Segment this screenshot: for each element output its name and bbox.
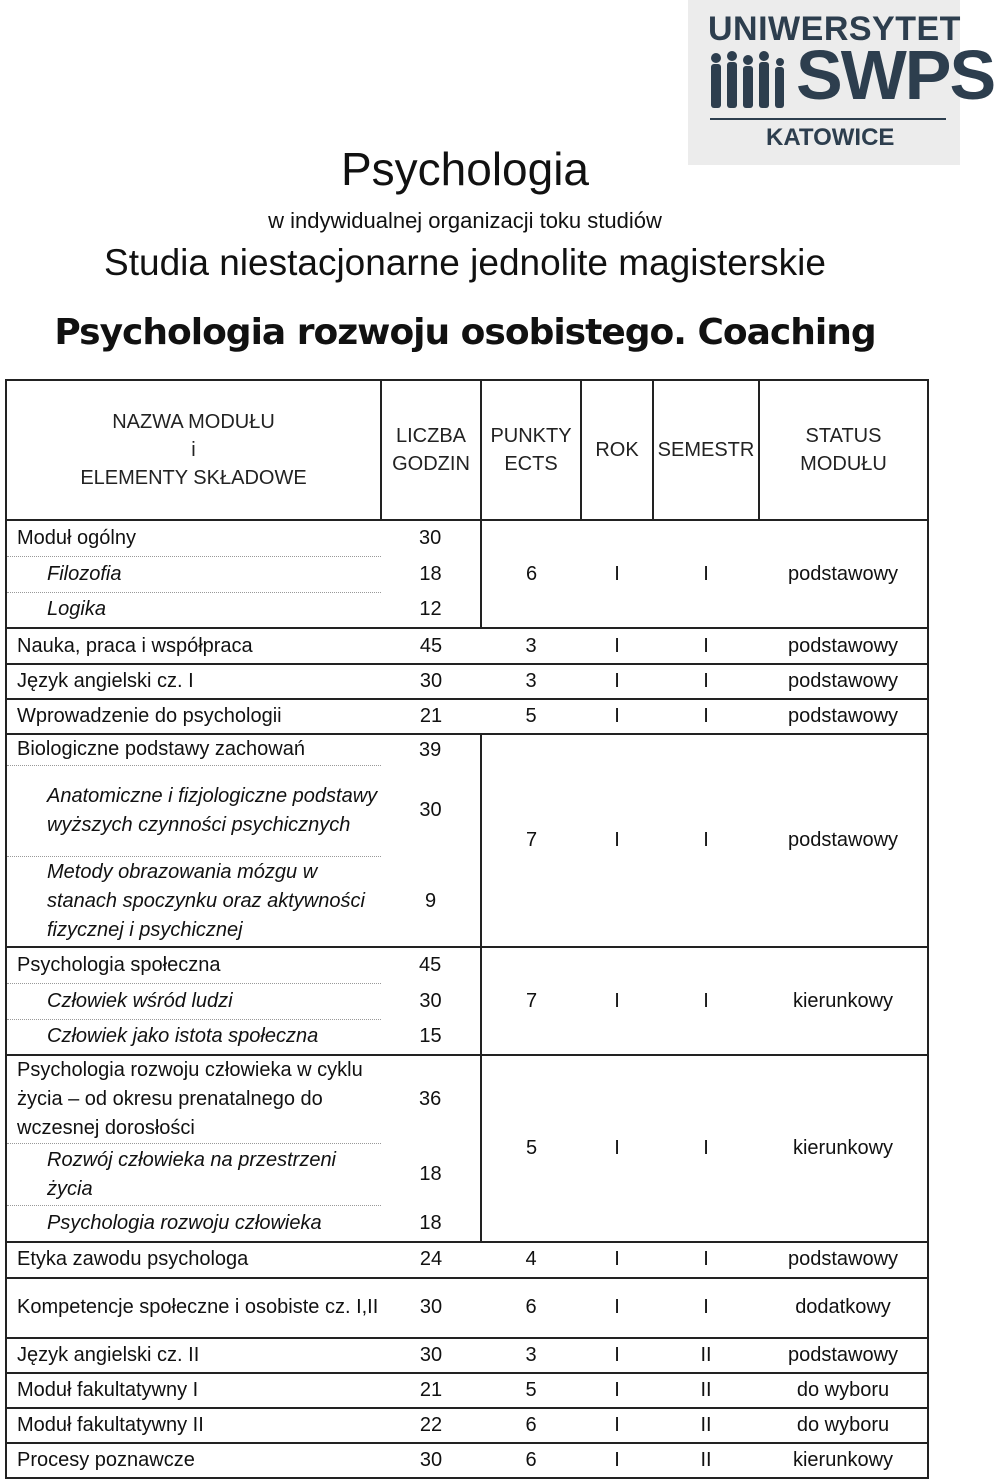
logo-line-2: SWPS [796, 36, 994, 114]
people-silhouette-icon [708, 48, 794, 110]
column-header-name [6, 380, 381, 520]
module-semester: II [653, 1443, 759, 1478]
module-year: I [581, 1338, 653, 1373]
column-header-year: ROK [581, 380, 653, 520]
submodule-name: Metody obrazowania mózgu w stanach spoczynku oraz aktywności fizycznej i psychicznej [6, 856, 381, 947]
module-ects: 5 [481, 1055, 581, 1242]
module-semester: I [653, 1242, 759, 1278]
module-name: Etyka zawodu psychologa [6, 1242, 381, 1278]
table-row [6, 699, 928, 734]
module-semester: I [653, 699, 759, 734]
module-semester: II [653, 1373, 759, 1408]
header-hours-line-1: LICZBA [395, 425, 467, 447]
column-header-ects [481, 380, 581, 520]
module-year: I [581, 947, 653, 1055]
module-hours: 21 [381, 699, 481, 734]
module-year: I [581, 1373, 653, 1408]
module-status: podstawowy [759, 734, 928, 947]
table-row [6, 1055, 928, 1144]
module-name: Biologiczne podstawy zachowań [6, 734, 381, 765]
header-hours-line-2: GODZIN [392, 453, 470, 475]
table-row [6, 520, 928, 556]
module-status: do wyboru [759, 1408, 928, 1443]
module-ects: 7 [481, 947, 581, 1055]
module-year: I [581, 1055, 653, 1242]
module-name: Procesy poznawcze [6, 1443, 381, 1478]
module-semester: I [653, 520, 759, 628]
module-year: I [581, 520, 653, 628]
submodule-name: Człowiek jako istota społeczna [6, 1019, 381, 1055]
module-semester: II [653, 1338, 759, 1373]
module-year: I [581, 1408, 653, 1443]
header-status-line-2: MODUŁU [800, 453, 887, 475]
module-ects: 4 [481, 1242, 581, 1278]
module-name: Psychologia rozwoju człowieka w cyklu życia – od okresu prenatalnego do wczesnej dorosłości [6, 1055, 381, 1144]
submodule-name: Człowiek wśród ludzi [6, 983, 381, 1019]
table-row [6, 664, 928, 699]
module-name: Wprowadzenie do psychologii [6, 699, 381, 734]
module-hours: 36 [381, 1055, 481, 1144]
table-row [6, 1278, 928, 1338]
submodule-hours: 30 [419, 799, 442, 821]
logo-divider [710, 118, 946, 120]
submodule-hours: 18 [419, 1163, 442, 1185]
module-status: kierunkowy [759, 947, 928, 1055]
table-row [6, 947, 928, 983]
curriculum-table [5, 379, 929, 1479]
module-ects: 6 [481, 520, 581, 628]
column-header-semester: SEMESTR [653, 380, 759, 520]
table-row [6, 1443, 928, 1478]
module-status: podstawowy [759, 628, 928, 664]
submodule-hours: 12 [419, 598, 442, 620]
header-status-line-1: STATUS [805, 425, 882, 447]
module-status: podstawowy [759, 664, 928, 699]
module-hours: 30 [381, 1338, 481, 1373]
module-hours: 30 [381, 1443, 481, 1478]
header-ects-line-1: PUNKTY [490, 425, 572, 447]
module-ects: 3 [481, 628, 581, 664]
module-year: I [581, 664, 653, 699]
header-name-line-2: i [191, 439, 196, 461]
module-hours: 39 [381, 734, 481, 765]
module-year: I [581, 699, 653, 734]
module-ects: 6 [481, 1443, 581, 1478]
module-semester: I [653, 628, 759, 664]
module-semester: I [653, 1278, 759, 1338]
module-hours: 30 [381, 664, 481, 699]
module-name: Moduł fakultatywny II [6, 1408, 381, 1443]
module-status: podstawowy [759, 1338, 928, 1373]
module-year: I [581, 1443, 653, 1478]
module-ects: 6 [481, 1278, 581, 1338]
module-ects: 6 [481, 1408, 581, 1443]
module-year: I [581, 734, 653, 947]
column-header-hours [381, 380, 481, 520]
module-hours: 45 [381, 947, 481, 983]
module-ects: 3 [481, 1338, 581, 1373]
submodule-hours: 15 [419, 1025, 442, 1047]
submodule-name: Rozwój człowieka na przestrzeni życia [6, 1144, 381, 1206]
module-hours: 21 [381, 1373, 481, 1408]
module-semester: I [653, 1055, 759, 1242]
submodule-name: Anatomiczne i fizjologiczne podstawy wyższych czynności psychicznych [6, 765, 381, 856]
module-semester: II [653, 1408, 759, 1443]
table-row [6, 1373, 928, 1408]
module-status: dodatkowy [759, 1278, 928, 1338]
column-header-status [759, 380, 928, 520]
module-hours: 22 [381, 1408, 481, 1443]
table-row [6, 1242, 928, 1278]
module-name: Psychologia społeczna [6, 947, 381, 983]
submodule-hours: 18 [419, 562, 442, 585]
module-status: podstawowy [759, 520, 928, 628]
logo-line-3: KATOWICE [766, 124, 895, 151]
module-status: kierunkowy [759, 1055, 928, 1242]
page-subtitle: w indywidualnej organizacji toku studiów [268, 208, 662, 233]
module-name: Język angielski cz. II [6, 1338, 381, 1373]
module-hours: 45 [381, 628, 481, 664]
module-semester: I [653, 664, 759, 699]
module-status: kierunkowy [759, 1443, 928, 1478]
module-year: I [581, 1278, 653, 1338]
header-name-line-3: ELEMENTY SKŁADOWE [80, 467, 307, 489]
module-name: Nauka, praca i współpraca [6, 628, 381, 664]
page-title: Psychologia [340, 143, 590, 195]
table-header-row [6, 380, 928, 520]
logo-line-1: UNIWERSYTET [708, 10, 961, 48]
table-row [6, 734, 928, 765]
module-hours: 30 [381, 520, 481, 556]
submodule-hours: 30 [419, 989, 442, 1012]
specialization-title: Psychologia rozwoju osobistego. Coaching [54, 312, 876, 353]
module-status: podstawowy [759, 1242, 928, 1278]
module-ects: 5 [481, 699, 581, 734]
module-hours: 30 [381, 1278, 481, 1338]
program-title: Studia niestacjonarne jednolite magisterskie [104, 242, 826, 283]
module-semester: I [653, 947, 759, 1055]
module-year: I [581, 1242, 653, 1278]
module-name: Język angielski cz. I [6, 664, 381, 699]
university-logo [688, 0, 994, 165]
module-ects: 7 [481, 734, 581, 947]
module-status: do wyboru [759, 1373, 928, 1408]
table-row [6, 628, 928, 664]
submodule-name: Psychologia rozwoju człowieka [6, 1206, 381, 1242]
module-hours: 24 [381, 1242, 481, 1278]
table-row [6, 1408, 928, 1443]
header-name-line-1: NAZWA MODUŁU [112, 411, 275, 433]
submodule-hours: 9 [424, 889, 437, 912]
submodule-hours: 18 [419, 1211, 442, 1234]
submodule-name: Filozofia [6, 556, 381, 592]
header-ects-line-2: ECTS [504, 453, 558, 475]
module-status: podstawowy [759, 699, 928, 734]
table-row [6, 1338, 928, 1373]
module-year: I [581, 628, 653, 664]
module-name: Moduł ogólny [6, 520, 381, 556]
module-semester: I [653, 734, 759, 947]
submodule-name: Logika [6, 592, 381, 628]
module-ects: 3 [481, 664, 581, 699]
module-ects: 5 [481, 1373, 581, 1408]
module-name: Moduł fakultatywny I [6, 1373, 381, 1408]
module-name: Kompetencje społeczne i osobiste cz. I,II [6, 1278, 381, 1338]
